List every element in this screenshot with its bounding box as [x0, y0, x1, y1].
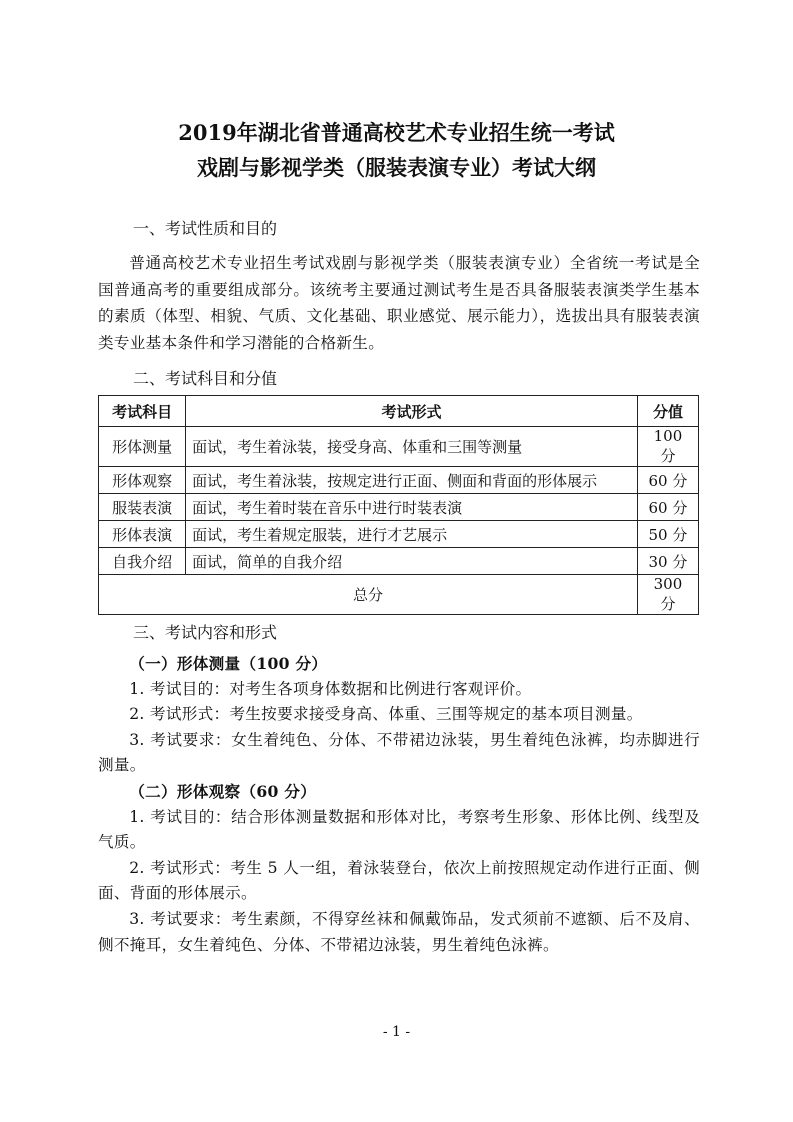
- section-3-body: [98, 651, 700, 958]
- section-heading-1: 一、考试性质和目的: [133, 219, 278, 238]
- list-item: 2. 考试形式：考生按要求接受身高、体重、三围等规定的基本项目测量。: [129, 705, 643, 724]
- cell-form: 面试，考生着泳装，接受身高、体重和三围等测量: [186, 427, 638, 467]
- cell-score: 50 分: [637, 521, 698, 548]
- total-label: 总分: [99, 575, 638, 615]
- cell-score: 60 分: [637, 494, 698, 521]
- cell-subject: 形体表演: [99, 521, 186, 548]
- list-item: 2. 考试形式：考生 5 人一组，着泳装登台，依次上前按照规定动作进行正面、侧面、背面的形体展示。: [98, 858, 700, 903]
- cell-subject: 形体观察: [99, 467, 186, 494]
- list-item: 3. 考试要求：考生素颜，不得穿丝袜和佩戴饰品，发式须前不遮额、后不及肩、侧不掩耳，女生着纯色、分体、不带裙边泳装，男生着纯色泳裤。: [98, 909, 700, 954]
- cell-form: 面试，考生着时装在音乐中进行时装表演: [186, 494, 638, 521]
- header-subject: 考试科目: [99, 396, 186, 427]
- cell-score: 30 分: [637, 548, 698, 575]
- section-1-body: [98, 250, 700, 356]
- list-item: 3. 考试要求：女生着纯色、分体、不带裙边泳装，男生着纯色泳裤，均赤脚进行测量。: [98, 730, 700, 775]
- cell-subject: 形体测量: [99, 427, 186, 467]
- table-row: [99, 494, 699, 521]
- cell-form: 面试，简单的自我介绍: [186, 548, 638, 575]
- paragraph: 普通高校艺术专业招生考试戏剧与影视学类（服装表演专业）全省统一考试是全国普通高考的重要组成部分。该统考主要通过测试考生是否具备服装表演类学生基本的素质（体型、相貌、气质、文化基础、职业感觉、展示能力），选拔出具有服装表演类专业基本条件和学习潜能的合格新生。: [98, 254, 700, 352]
- header-form: 考试形式: [186, 396, 638, 427]
- subsection-title: （二）形体观察（60 分）: [129, 781, 317, 801]
- list-item: 1. 考试目的：对考生各项身体数据和比例进行客观评价。: [129, 679, 532, 698]
- table-total-row: [99, 575, 699, 615]
- cell-form: 面试，考生着泳装，按规定进行正面、侧面和背面的形体展示: [186, 467, 638, 494]
- table-row: [99, 467, 699, 494]
- table-header-row: [99, 396, 699, 427]
- header-score: 分值: [637, 396, 698, 427]
- subjects-table: [98, 395, 699, 615]
- section-heading-3: 三、考试内容和形式: [133, 623, 278, 642]
- cell-subject: 自我介绍: [99, 548, 186, 575]
- cell-score: 100 分: [637, 427, 698, 467]
- document-subtitle: 戏剧与影视学类（服装表演专业）考试大纲: [197, 155, 596, 180]
- page-number: - 1 -: [382, 1024, 411, 1040]
- section-heading-2: 二、考试科目和分值: [133, 369, 278, 388]
- cell-subject: 服装表演: [99, 494, 186, 521]
- table-row: [99, 427, 699, 467]
- list-item: 1. 考试目的：结合形体测量数据和形体对比，考察考生形象、形体比例、线型及气质。: [98, 807, 700, 852]
- document-title: 2019年湖北省普通高校艺术专业招生统一考试: [178, 120, 615, 145]
- cell-form: 面试，考生着规定服装，进行才艺展示: [186, 521, 638, 548]
- subsection-title: （一）形体测量（100 分）: [129, 654, 328, 673]
- table-row: [99, 521, 699, 548]
- total-value: 300 分: [637, 575, 698, 615]
- table-row: [99, 548, 699, 575]
- cell-score: 60 分: [637, 467, 698, 494]
